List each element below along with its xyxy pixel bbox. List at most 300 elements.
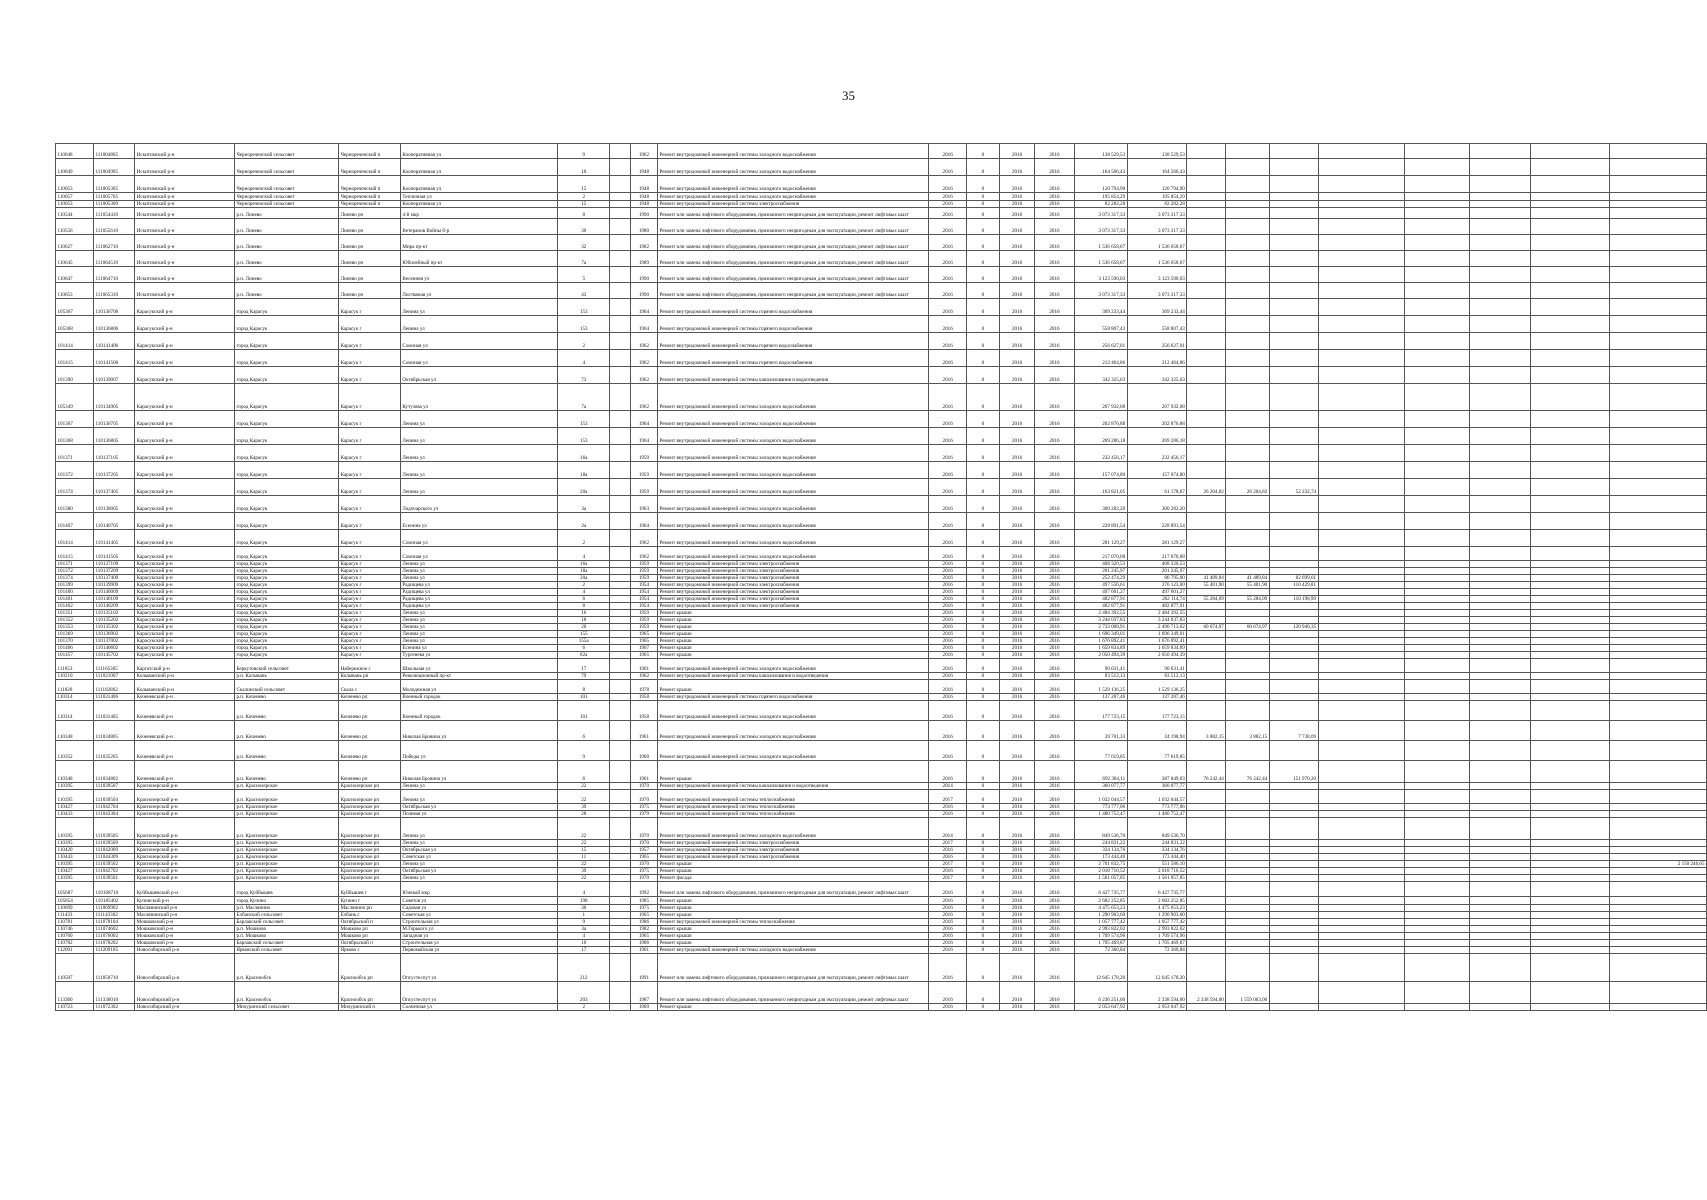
cell-col-17: [1187, 316, 1226, 333]
cell-year-built: 1962: [630, 673, 657, 680]
cell-work-id: 111078104: [93, 919, 134, 926]
cell-municipality: город Карасук: [234, 350, 338, 367]
cell-col-20: [1318, 596, 1405, 603]
cell-col-19: [1269, 694, 1318, 701]
cell-col-22: [1470, 721, 1531, 741]
table-row: [56, 333, 1707, 350]
cell-work-type: Ремонт внутридомовой инженерной системы теплоснабжения: [657, 804, 928, 811]
cell-house-number: 20: [558, 624, 610, 631]
cell-col-21: [1405, 235, 1470, 251]
cell-year-built: 1965: [630, 854, 657, 861]
cell-fund-cost: 3 073 317,33: [1127, 219, 1187, 235]
cell-col-23: [1531, 811, 1610, 818]
cell-locality: Карасук г: [339, 624, 401, 631]
cell-end-year: 2016: [1035, 919, 1074, 926]
cell-end-year: 2016: [1035, 940, 1074, 947]
cell-col-24: [1610, 940, 1707, 947]
cell-col-22: [1470, 940, 1531, 947]
cell-col-23: [1531, 624, 1610, 631]
cell-year-built: 1960: [630, 741, 657, 761]
cell-house-number: 79: [558, 673, 610, 680]
cell-col-20: [1318, 673, 1405, 680]
cell-work-type: Ремонт внутридомовой инженерной системы холодного водоснабжения: [657, 818, 928, 840]
cell-street: Военный городок: [400, 701, 557, 721]
cell-work-type: Ремонт внутридомовой инженерной системы теплоснабжения: [657, 919, 928, 926]
table-row: [56, 905, 1707, 912]
cell-street: Ветеранов Войны б-р: [400, 219, 557, 235]
cell-col-24: [1610, 694, 1707, 701]
cell-plan-year: 2016: [929, 208, 967, 219]
cell-work-id: 111055610: [93, 219, 134, 235]
cell-col-23: [1531, 193, 1610, 201]
cell-col-24: [1610, 267, 1707, 283]
cell-col-17: [1187, 1004, 1226, 1011]
cell-fund-cost: 164 566,43: [1127, 159, 1187, 176]
cell-start-year: 2016: [999, 804, 1035, 811]
cell-municipality: город Карасук: [234, 428, 338, 445]
cell-start-year: 2016: [999, 411, 1035, 428]
cell-total-cost: 2 993 822,02: [1074, 926, 1127, 933]
cell-col-23: [1531, 603, 1610, 610]
cell-plan-year: 2016: [929, 176, 967, 193]
cell-total-cost: 1 480 752,47: [1074, 811, 1127, 818]
cell-col-20: [1318, 701, 1405, 721]
cell-col-24: [1610, 513, 1707, 530]
cell-work-id: 110168710: [93, 882, 134, 897]
table-row: [56, 283, 1707, 299]
cell-locality: Карасук г: [339, 652, 401, 659]
cell-building: [610, 811, 631, 818]
cell-start-year: 2016: [999, 652, 1035, 659]
cell-col-20: [1318, 159, 1405, 176]
cell-col-18: [1226, 251, 1269, 267]
cell-house-number: 4: [558, 547, 610, 561]
cell-year-built: 1961: [630, 947, 657, 954]
cell-value-zero: 0: [967, 790, 1000, 804]
cell-col-20: [1318, 617, 1405, 624]
cell-building: [610, 721, 631, 741]
cell-col-22: [1470, 251, 1531, 267]
table-row: [56, 610, 1707, 617]
cell-year-built: 1954: [630, 603, 657, 610]
cell-col-23: [1531, 235, 1610, 251]
cell-col-17: [1187, 144, 1226, 159]
cell-col-21: [1405, 144, 1470, 159]
cell-col-24: [1610, 350, 1707, 367]
cell-col-17: [1187, 201, 1226, 208]
cell-col-24: [1610, 897, 1707, 905]
cell-end-year: 2016: [1035, 905, 1074, 912]
cell-work-type: Ремонт внутридомовой инженерной системы холодного водоснабжения: [657, 530, 928, 547]
cell-start-year: 2016: [999, 582, 1035, 589]
cell-building: [610, 193, 631, 201]
cell-locality: Чернореченский п: [339, 144, 401, 159]
cell-end-year: 2016: [1035, 596, 1074, 603]
cell-col-19: [1269, 411, 1318, 428]
cell-fund-cost: 3 244 037,83: [1127, 617, 1187, 624]
cell-total-cost: 1 705 469,87: [1074, 940, 1127, 947]
cell-total-cost: 173 444,40: [1074, 854, 1127, 861]
table-row: [56, 617, 1707, 624]
cell-start-year: 2016: [999, 861, 1035, 868]
cell-plan-year: 2014: [929, 783, 967, 790]
cell-building: [610, 926, 631, 933]
cell-building: [610, 875, 631, 882]
cell-total-cost: 6 427 735,77: [1074, 882, 1127, 897]
cell-end-year: 2016: [1035, 783, 1074, 790]
cell-work-id: 111039501: [93, 875, 134, 882]
table-row: [56, 761, 1707, 783]
cell-municipality: город Карасук: [234, 462, 338, 479]
cell-col-22: [1470, 882, 1531, 897]
cell-street: Есенина ул: [400, 645, 557, 652]
cell-col-21: [1405, 919, 1470, 926]
cell-col-18: [1226, 299, 1269, 316]
cell-plan-year: 2016: [929, 267, 967, 283]
cell-plan-year: 2016: [929, 673, 967, 680]
cell-total-cost: 360 077,77: [1074, 783, 1127, 790]
cell-col-22: [1470, 411, 1531, 428]
cell-value-zero: 0: [967, 982, 1000, 1004]
cell-col-19: [1269, 350, 1318, 367]
cell-end-year: 2016: [1035, 530, 1074, 547]
cell-locality: Карасук г: [339, 575, 401, 582]
cell-work-type: Ремонт внутридомовой инженерной системы горячего водоснабжения: [657, 694, 928, 701]
cell-total-cost: 217 070,08: [1074, 547, 1127, 561]
cell-col-18: [1226, 235, 1269, 251]
cell-col-20: [1318, 219, 1405, 235]
cell-col-17: [1187, 926, 1226, 933]
cell-total-cost: 2 053 647,92: [1074, 1004, 1127, 1011]
cell-building: [610, 428, 631, 445]
cell-end-year: 2016: [1035, 847, 1074, 854]
cell-value-zero: 0: [967, 596, 1000, 603]
cell-col-23: [1531, 680, 1610, 694]
cell-building: [610, 547, 631, 561]
cell-fund-cost: 1 057 777,42: [1127, 919, 1187, 926]
cell-value-zero: 0: [967, 350, 1000, 367]
cell-col-17: [1187, 947, 1226, 954]
cell-year-built: 1980: [630, 219, 657, 235]
cell-street: Есенина ул: [400, 513, 557, 530]
cell-plan-year: 2016: [929, 299, 967, 316]
cell-street: Союзная ул: [400, 350, 557, 367]
cell-total-cost: 3 244 037,83: [1074, 617, 1127, 624]
cell-col-19: [1269, 982, 1318, 1004]
cell-total-cost: 164 566,43: [1074, 159, 1127, 176]
cell-district: Карасукский р-н: [135, 333, 235, 350]
cell-total-cost: 1 057 777,42: [1074, 919, 1127, 926]
cell-value-zero: 0: [967, 897, 1000, 905]
cell-house-number: 30: [558, 219, 610, 235]
cell-street: Западная ул: [400, 933, 557, 940]
cell-plan-year: 2016: [929, 589, 967, 596]
cell-value-zero: 0: [967, 176, 1000, 193]
cell-house-number: 9: [558, 741, 610, 761]
cell-end-year: 2016: [1035, 680, 1074, 694]
cell-col-24: [1610, 235, 1707, 251]
cell-work-id: 110135202: [93, 617, 134, 624]
cell-year-built: 1965: [630, 638, 657, 645]
cell-object-id: 101390: [56, 367, 94, 384]
cell-col-21: [1405, 875, 1470, 882]
cell-object-id: 110395: [56, 818, 94, 840]
cell-col-21: [1405, 954, 1470, 982]
cell-col-21: [1405, 333, 1470, 350]
cell-col-24: [1610, 201, 1707, 208]
cell-work-id: 110140209: [93, 603, 134, 610]
cell-district: Карасукский р-н: [135, 603, 235, 610]
cell-col-23: [1531, 940, 1610, 947]
cell-plan-year: 2016: [929, 219, 967, 235]
cell-col-23: [1531, 875, 1610, 882]
cell-col-17: [1187, 547, 1226, 561]
table-row: [56, 208, 1707, 219]
cell-street: Ленина ул: [400, 561, 557, 568]
cell-start-year: 2016: [999, 847, 1035, 854]
cell-col-18: [1226, 741, 1269, 761]
cell-building: [610, 350, 631, 367]
cell-object-id: 101351: [56, 610, 94, 617]
cell-col-21: [1405, 701, 1470, 721]
cell-total-cost: 120 794,90: [1074, 176, 1127, 193]
cell-col-22: [1470, 954, 1531, 982]
cell-object-id: 110210: [56, 673, 94, 680]
cell-value-zero: 0: [967, 159, 1000, 176]
cell-col-23: [1531, 804, 1610, 811]
cell-municipality: р.п. Мошково: [234, 926, 338, 933]
cell-col-19: [1269, 940, 1318, 947]
cell-house-number: 101: [558, 694, 610, 701]
cell-year-built: 1987: [630, 982, 657, 1004]
cell-house-number: 17: [558, 659, 610, 673]
cell-col-20: [1318, 818, 1405, 840]
cell-year-built: 1982: [630, 235, 657, 251]
cell-work-type: Ремонт внутридомовой инженерной системы горячего водоснабжения: [657, 316, 928, 333]
cell-end-year: 2016: [1035, 283, 1074, 299]
cell-col-23: [1531, 840, 1610, 847]
cell-col-24: [1610, 783, 1707, 790]
cell-work-id: 110141506: [93, 350, 134, 367]
cell-work-id: 111039509: [93, 840, 134, 847]
cell-col-24: [1610, 912, 1707, 919]
cell-col-22: [1470, 589, 1531, 596]
cell-work-id: 111044309: [93, 854, 134, 861]
cell-col-23: [1531, 208, 1610, 219]
cell-district: Искитимский р-н: [135, 193, 235, 201]
cell-plan-year: 2016: [929, 624, 967, 631]
cell-object-id: 112091: [56, 947, 94, 954]
cell-value-zero: 0: [967, 283, 1000, 299]
cell-col-17: [1187, 159, 1226, 176]
cell-plan-year: 2016: [929, 694, 967, 701]
cell-end-year: 2016: [1035, 645, 1074, 652]
cell-value-zero: 0: [967, 940, 1000, 947]
cell-municipality: р.п. Краснозерское: [234, 804, 338, 811]
cell-col-23: [1531, 790, 1610, 804]
cell-work-type: Ремонт или замена лифтового оборудования, признанного непригодным для эксплуатации, ремонт лифтовых шахт: [657, 251, 928, 267]
cell-value-zero: 0: [967, 645, 1000, 652]
cell-fund-cost: 207 932,08: [1127, 384, 1187, 411]
cell-end-year: 2016: [1035, 617, 1074, 624]
cell-fund-cost: 1 696 349,01: [1127, 631, 1187, 638]
cell-col-20: [1318, 411, 1405, 428]
cell-municipality: город Карасук: [234, 561, 338, 568]
cell-value-zero: 0: [967, 854, 1000, 861]
cell-end-year: 2016: [1035, 445, 1074, 462]
cell-col-17: [1187, 652, 1226, 659]
cell-col-21: [1405, 575, 1470, 582]
cell-year-built: 1965: [630, 933, 657, 940]
cell-locality: Куйбышев г: [339, 882, 401, 897]
cell-house-number: 153: [558, 411, 610, 428]
cell-end-year: 2016: [1035, 575, 1074, 582]
cell-locality: Карасук г: [339, 445, 401, 462]
cell-work-id: 110134905: [93, 384, 134, 411]
cell-col-21: [1405, 603, 1470, 610]
cell-plan-year: 2016: [929, 919, 967, 926]
cell-work-type: Ремонт внутридомовой инженерной системы холодного водоснабжения: [657, 159, 928, 176]
cell-col-22: [1470, 694, 1531, 701]
cell-col-21: [1405, 926, 1470, 933]
cell-col-22: [1470, 868, 1531, 875]
cell-year-built: 1959: [630, 617, 657, 624]
cell-object-id: 101415: [56, 547, 94, 561]
cell-col-17: [1187, 882, 1226, 897]
cell-object-id: 111433: [56, 912, 94, 919]
cell-district: Искитимский р-н: [135, 219, 235, 235]
cell-locality: Коченево рп: [339, 694, 401, 701]
cell-col-19: [1269, 568, 1318, 575]
cell-district: Карасукский р-н: [135, 428, 235, 445]
cell-work-type: Ремонт внутридомовой инженерной системы теплоснабжения: [657, 811, 928, 818]
cell-locality: Мошково рп: [339, 933, 401, 940]
cell-house-number: 16а: [558, 445, 610, 462]
cell-house-number: 155а: [558, 638, 610, 645]
cell-col-20: [1318, 624, 1405, 631]
cell-plan-year: 2017: [929, 875, 967, 882]
cell-value-zero: 0: [967, 811, 1000, 818]
cell-col-20: [1318, 680, 1405, 694]
cell-object-id: 101352: [56, 617, 94, 624]
cell-work-id: 111005309: [93, 201, 134, 208]
cell-year-built: 1975: [630, 905, 657, 912]
cell-house-number: 18а: [558, 462, 610, 479]
cell-col-19: [1269, 384, 1318, 411]
cell-value-zero: 0: [967, 582, 1000, 589]
cell-col-21: [1405, 193, 1470, 201]
cell-building: [610, 445, 631, 462]
cell-object-id: 101372: [56, 462, 94, 479]
cell-locality: Карасук г: [339, 299, 401, 316]
cell-district: Колыванский р-н: [135, 673, 235, 680]
cell-work-type: Ремонт внутридомовой инженерной системы холодного водоснабжения: [657, 513, 928, 530]
cell-house-number: 212: [558, 954, 610, 982]
cell-street: Первомайская ул: [400, 947, 557, 954]
cell-street: Советская ул: [400, 854, 557, 861]
cell-street: Ленина ул: [400, 428, 557, 445]
cell-col-20: [1318, 428, 1405, 445]
cell-end-year: 2016: [1035, 790, 1074, 804]
cell-end-year: 2016: [1035, 589, 1074, 596]
cell-col-20: [1318, 575, 1405, 582]
cell-col-22: [1470, 933, 1531, 940]
cell-col-20: [1318, 741, 1405, 761]
cell-start-year: 2016: [999, 159, 1035, 176]
cell-col-24: [1610, 159, 1707, 176]
cell-object-id: 101406: [56, 645, 94, 652]
cell-municipality: р.п. Краснозерское: [234, 861, 338, 868]
table-row: [56, 847, 1707, 854]
cell-end-year: 2016: [1035, 875, 1074, 882]
cell-col-23: [1531, 350, 1610, 367]
cell-building: [610, 933, 631, 940]
table-row: [56, 176, 1707, 193]
cell-fund-cost: 173 444,40: [1127, 854, 1187, 861]
cell-building: [610, 783, 631, 790]
cell-col-21: [1405, 267, 1470, 283]
capital-repair-table: [55, 143, 1707, 1011]
cell-col-24: [1610, 673, 1707, 680]
cell-municipality: Чернореченский сельсовет: [234, 193, 338, 201]
cell-plan-year: 2016: [929, 617, 967, 624]
cell-building: [610, 868, 631, 875]
cell-district: Коченевский р-н: [135, 741, 235, 761]
cell-col-24: [1610, 530, 1707, 547]
cell-district: Искитимский р-н: [135, 144, 235, 159]
cell-building: [610, 530, 631, 547]
cell-municipality: р.п. Краснозерское: [234, 875, 338, 882]
cell-street: Опсустеспут ул: [400, 982, 557, 1004]
cell-col-22: [1470, 761, 1531, 783]
cell-col-20: [1318, 783, 1405, 790]
cell-work-id: 110140109: [93, 596, 134, 603]
cell-object-id: 110699: [56, 905, 94, 912]
table-row: [56, 193, 1707, 201]
cell-building: [610, 804, 631, 811]
cell-col-22: [1470, 367, 1531, 384]
cell-fund-cost: 3 073 317,33: [1127, 208, 1187, 219]
cell-building: [610, 283, 631, 299]
cell-col-24: [1610, 947, 1707, 954]
cell-work-type: Ремонт внутридомовой инженерной системы электроснабжения: [657, 589, 928, 596]
cell-col-20: [1318, 582, 1405, 589]
cell-plan-year: 2016: [929, 568, 967, 575]
cell-plan-year: 2016: [929, 701, 967, 721]
cell-work-id: 110136806: [93, 316, 134, 333]
cell-street: Октябрьская ул: [400, 804, 557, 811]
cell-col-17: [1187, 638, 1226, 645]
cell-col-19: [1269, 201, 1318, 208]
cell-building: [610, 251, 631, 267]
cell-col-23: [1531, 496, 1610, 513]
cell-col-20: [1318, 333, 1405, 350]
cell-start-year: 2016: [999, 701, 1035, 721]
cell-col-19: [1269, 610, 1318, 617]
cell-start-year: 2016: [999, 624, 1035, 631]
cell-building: [610, 267, 631, 283]
cell-start-year: 2016: [999, 283, 1035, 299]
cell-start-year: 2016: [999, 496, 1035, 513]
cell-col-17: [1187, 193, 1226, 201]
cell-object-id: 110049: [56, 159, 94, 176]
cell-object-id: 111828: [56, 680, 94, 694]
cell-col-24: [1610, 547, 1707, 561]
cell-col-19: [1269, 530, 1318, 547]
cell-col-21: [1405, 283, 1470, 299]
cell-total-cost: 334 134,76: [1074, 847, 1127, 854]
cell-house-number: 7а: [558, 251, 610, 267]
